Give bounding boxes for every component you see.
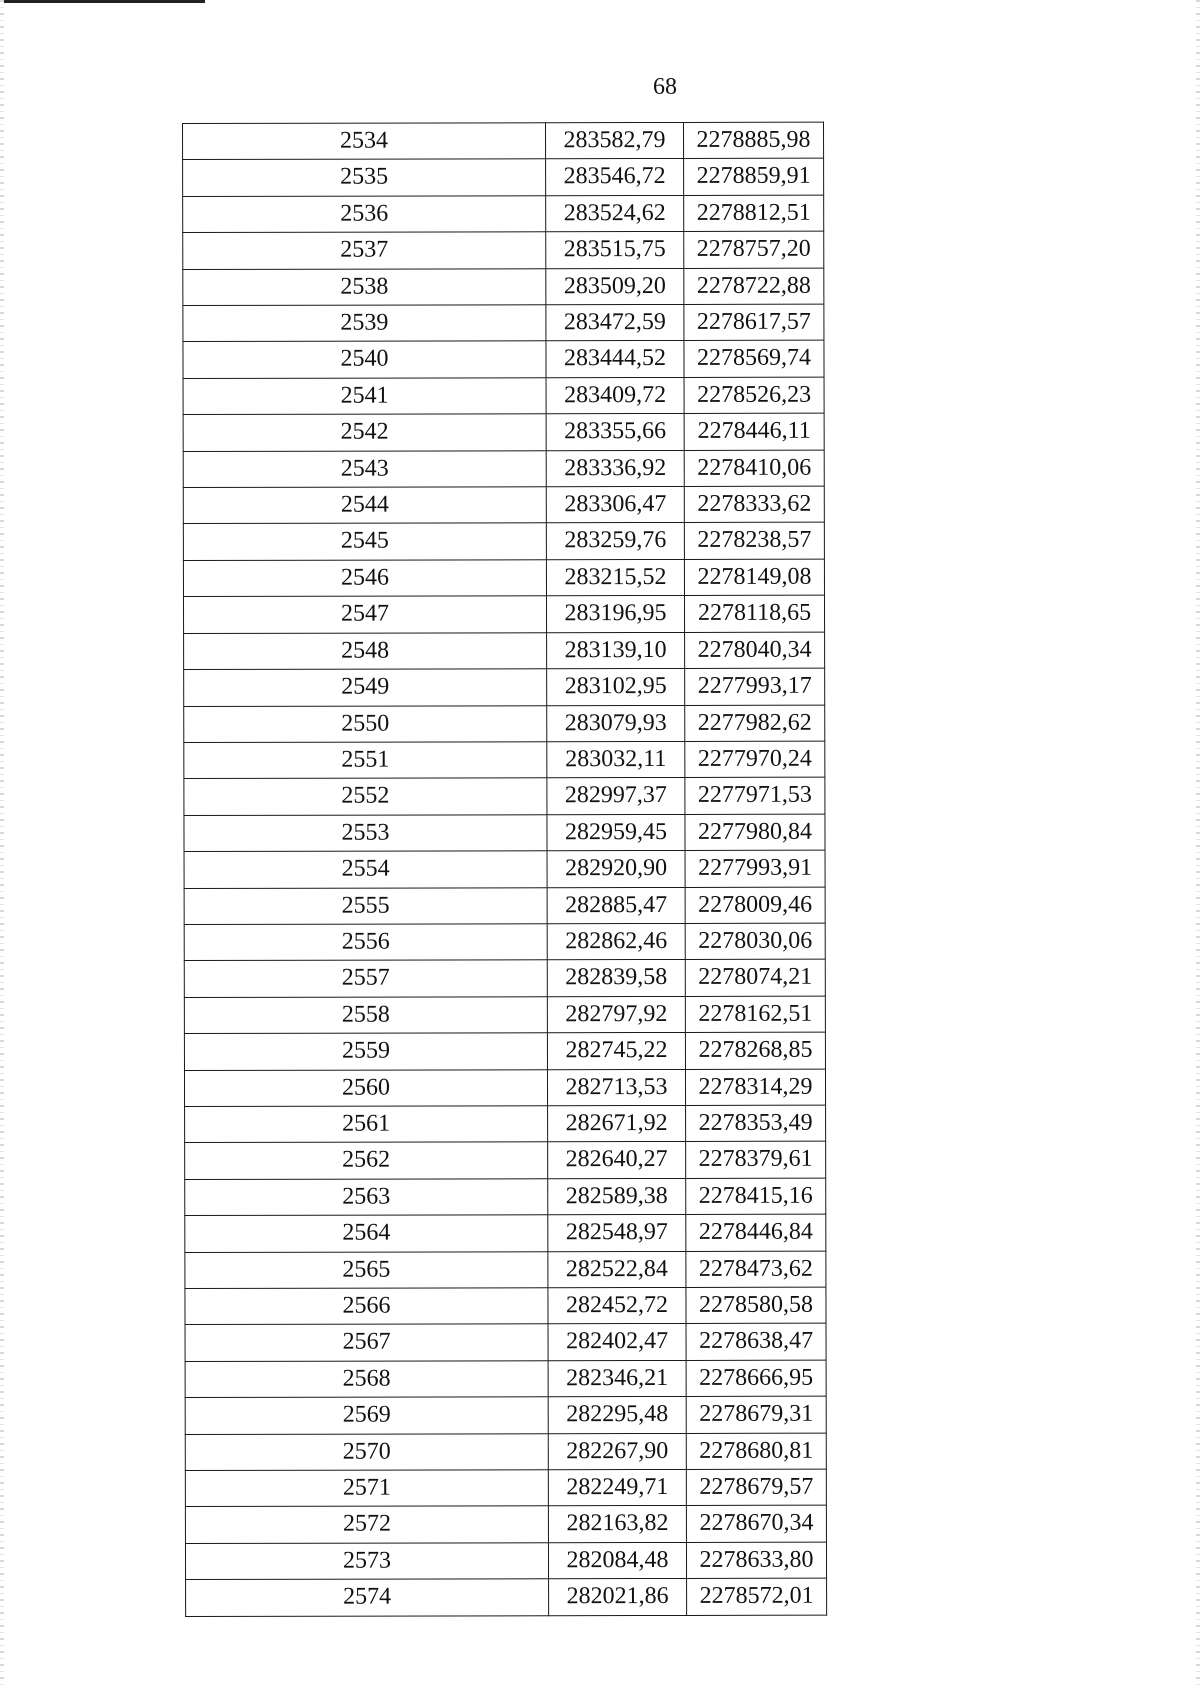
x-coordinate-cell: 282839,58 xyxy=(547,960,685,997)
table-row xyxy=(184,668,825,706)
y-coordinate-cell: 2278238,57 xyxy=(684,523,824,560)
y-coordinate-cell: 2278670,34 xyxy=(686,1506,826,1543)
y-coordinate-cell: 2278680,81 xyxy=(686,1433,826,1470)
y-coordinate-cell: 2278473,62 xyxy=(686,1251,826,1288)
point-number-cell: 2573 xyxy=(185,1543,548,1580)
x-coordinate-cell: 283259,76 xyxy=(546,523,684,560)
point-number-cell: 2534 xyxy=(183,123,546,160)
x-coordinate-cell: 282797,92 xyxy=(547,996,685,1033)
y-coordinate-cell: 2278885,98 xyxy=(683,122,823,159)
x-coordinate-cell: 282589,38 xyxy=(548,1178,686,1215)
y-coordinate-cell: 2278074,21 xyxy=(685,959,825,996)
x-coordinate-cell: 283032,11 xyxy=(547,741,685,778)
table-row xyxy=(184,923,825,961)
table-row xyxy=(183,559,824,597)
y-coordinate-cell: 2278812,51 xyxy=(684,195,824,232)
point-number-cell: 2538 xyxy=(183,268,546,305)
x-coordinate-cell: 282295,48 xyxy=(548,1397,686,1434)
x-coordinate-cell: 282671,92 xyxy=(548,1105,686,1142)
point-number-cell: 2563 xyxy=(185,1179,548,1216)
scan-border-left xyxy=(0,0,4,1686)
table-row xyxy=(185,1178,826,1216)
y-coordinate-cell: 2277993,17 xyxy=(685,668,825,705)
x-coordinate-cell: 282522,84 xyxy=(548,1251,686,1288)
x-coordinate-cell: 282084,48 xyxy=(548,1542,686,1579)
y-coordinate-cell: 2278569,74 xyxy=(684,341,824,378)
y-coordinate-cell: 2278410,06 xyxy=(684,450,824,487)
point-number-cell: 2570 xyxy=(185,1433,548,1470)
point-number-cell: 2558 xyxy=(184,996,547,1033)
y-coordinate-cell: 2278722,88 xyxy=(684,268,824,305)
point-number-cell: 2536 xyxy=(183,196,546,233)
table-row xyxy=(184,1069,825,1107)
point-number-cell: 2548 xyxy=(184,632,547,669)
x-coordinate-cell: 282267,90 xyxy=(548,1433,686,1470)
table-row xyxy=(184,850,825,888)
table-row xyxy=(184,814,825,852)
point-number-cell: 2562 xyxy=(185,1142,548,1179)
point-number-cell: 2551 xyxy=(184,742,547,779)
table-row xyxy=(183,231,824,269)
point-number-cell: 2559 xyxy=(184,1033,547,1070)
x-coordinate-cell: 282163,82 xyxy=(548,1506,686,1543)
point-number-cell: 2556 xyxy=(184,924,547,961)
point-number-cell: 2540 xyxy=(183,341,546,378)
table-row xyxy=(183,523,824,561)
point-number-cell: 2535 xyxy=(183,159,546,196)
table-row xyxy=(183,413,824,451)
point-number-cell: 2571 xyxy=(185,1470,548,1507)
y-coordinate-cell: 2278633,80 xyxy=(686,1542,826,1579)
point-number-cell: 2557 xyxy=(184,960,547,997)
table-row xyxy=(183,122,824,160)
y-coordinate-cell: 2278333,62 xyxy=(684,486,824,523)
y-coordinate-cell: 2278679,31 xyxy=(686,1396,826,1433)
table-row xyxy=(185,1287,826,1325)
x-coordinate-cell: 282548,97 xyxy=(548,1215,686,1252)
point-number-cell: 2561 xyxy=(185,1106,548,1143)
table-row xyxy=(184,996,825,1034)
scan-border-right xyxy=(1196,0,1200,1686)
x-coordinate-cell: 283409,72 xyxy=(546,377,684,414)
table-row xyxy=(183,450,824,488)
table-row xyxy=(185,1433,826,1471)
point-number-cell: 2554 xyxy=(184,851,547,888)
point-number-cell: 2545 xyxy=(183,523,546,560)
table-row xyxy=(186,1578,827,1616)
point-number-cell: 2555 xyxy=(184,887,547,924)
point-number-cell: 2546 xyxy=(183,560,546,597)
table-row xyxy=(183,341,824,379)
y-coordinate-cell: 2278118,65 xyxy=(684,595,824,632)
point-number-cell: 2550 xyxy=(184,705,547,742)
x-coordinate-cell: 282452,72 xyxy=(548,1287,686,1324)
point-number-cell: 2565 xyxy=(185,1251,548,1288)
point-number-cell: 2542 xyxy=(183,414,546,451)
point-number-cell: 2553 xyxy=(184,814,547,851)
x-coordinate-cell: 282959,45 xyxy=(547,814,685,851)
table-row xyxy=(185,1105,826,1143)
x-coordinate-cell: 283472,59 xyxy=(546,304,684,341)
table-row xyxy=(185,1324,826,1362)
coordinates-table xyxy=(182,122,827,1617)
point-number-cell: 2574 xyxy=(186,1579,549,1616)
y-coordinate-cell: 2278009,46 xyxy=(685,887,825,924)
table-row xyxy=(184,1032,825,1070)
y-coordinate-cell: 2278314,29 xyxy=(685,1069,825,1106)
point-number-cell: 2537 xyxy=(183,232,546,269)
x-coordinate-cell: 283215,52 xyxy=(546,559,684,596)
point-number-cell: 2541 xyxy=(183,378,546,415)
x-coordinate-cell: 282249,71 xyxy=(548,1469,686,1506)
y-coordinate-cell: 2277971,53 xyxy=(685,777,825,814)
table-row xyxy=(185,1251,826,1289)
table-row xyxy=(183,377,824,415)
x-coordinate-cell: 283515,75 xyxy=(546,232,684,269)
x-coordinate-cell: 282021,86 xyxy=(549,1579,687,1616)
point-number-cell: 2547 xyxy=(183,596,546,633)
x-coordinate-cell: 283444,52 xyxy=(546,341,684,378)
x-coordinate-cell: 283079,93 xyxy=(547,705,685,742)
x-coordinate-cell: 283509,20 xyxy=(546,268,684,305)
x-coordinate-cell: 283102,95 xyxy=(547,669,685,706)
y-coordinate-cell: 2278040,34 xyxy=(685,632,825,669)
x-coordinate-cell: 282402,47 xyxy=(548,1324,686,1361)
point-number-cell: 2552 xyxy=(184,778,547,815)
x-coordinate-cell: 283546,72 xyxy=(546,159,684,196)
y-coordinate-cell: 2278162,51 xyxy=(685,996,825,1033)
table-row xyxy=(185,1142,826,1180)
x-coordinate-cell: 283306,47 xyxy=(546,487,684,524)
table-row xyxy=(185,1506,826,1544)
point-number-cell: 2543 xyxy=(183,450,546,487)
coordinates-table-body xyxy=(183,122,827,1616)
y-coordinate-cell: 2278580,58 xyxy=(686,1287,826,1324)
point-number-cell: 2544 xyxy=(183,487,546,524)
y-coordinate-cell: 2278617,57 xyxy=(684,304,824,341)
x-coordinate-cell: 282745,22 xyxy=(547,1033,685,1070)
x-coordinate-cell: 282920,90 xyxy=(547,851,685,888)
y-coordinate-cell: 2277982,62 xyxy=(685,705,825,742)
y-coordinate-cell: 2278859,91 xyxy=(684,159,824,196)
x-coordinate-cell: 283336,92 xyxy=(546,450,684,487)
point-number-cell: 2572 xyxy=(185,1506,548,1543)
table-row xyxy=(183,159,824,197)
table-row xyxy=(184,741,825,779)
y-coordinate-cell: 2278526,23 xyxy=(684,377,824,414)
point-number-cell: 2566 xyxy=(185,1288,548,1325)
y-coordinate-cell: 2278666,95 xyxy=(686,1360,826,1397)
y-coordinate-cell: 2277993,91 xyxy=(685,850,825,887)
y-coordinate-cell: 2278268,85 xyxy=(685,1032,825,1069)
table-row xyxy=(184,705,825,743)
table-row xyxy=(185,1214,826,1252)
point-number-cell: 2569 xyxy=(185,1397,548,1434)
table-row xyxy=(184,959,825,997)
table-row xyxy=(185,1360,826,1398)
scan-edge-mark xyxy=(0,0,205,3)
point-number-cell: 2549 xyxy=(184,669,547,706)
point-number-cell: 2560 xyxy=(184,1069,547,1106)
point-number-cell: 2539 xyxy=(183,305,546,342)
table-row xyxy=(185,1469,826,1507)
table-row xyxy=(184,777,825,815)
table-row xyxy=(183,486,824,524)
table-row xyxy=(183,595,824,633)
table-row xyxy=(184,632,825,670)
x-coordinate-cell: 282997,37 xyxy=(547,778,685,815)
table-row xyxy=(185,1542,826,1580)
table-row xyxy=(183,195,824,233)
table-row xyxy=(185,1396,826,1434)
x-coordinate-cell: 283582,79 xyxy=(546,122,684,159)
x-coordinate-cell: 283524,62 xyxy=(546,195,684,232)
y-coordinate-cell: 2278572,01 xyxy=(687,1578,827,1615)
y-coordinate-cell: 2278679,57 xyxy=(686,1469,826,1506)
x-coordinate-cell: 283139,10 xyxy=(547,632,685,669)
x-coordinate-cell: 283196,95 xyxy=(546,596,684,633)
x-coordinate-cell: 282862,46 xyxy=(547,923,685,960)
y-coordinate-cell: 2278757,20 xyxy=(684,231,824,268)
x-coordinate-cell: 282885,47 xyxy=(547,887,685,924)
page-number: 68 xyxy=(653,74,677,100)
y-coordinate-cell: 2278415,16 xyxy=(686,1178,826,1215)
x-coordinate-cell: 282346,21 xyxy=(548,1360,686,1397)
point-number-cell: 2567 xyxy=(185,1324,548,1361)
y-coordinate-cell: 2277980,84 xyxy=(685,814,825,851)
table-row xyxy=(183,268,824,306)
y-coordinate-cell: 2277970,24 xyxy=(685,741,825,778)
y-coordinate-cell: 2278379,61 xyxy=(686,1142,826,1179)
point-number-cell: 2564 xyxy=(185,1215,548,1252)
y-coordinate-cell: 2278353,49 xyxy=(686,1105,826,1142)
y-coordinate-cell: 2278149,08 xyxy=(684,559,824,596)
y-coordinate-cell: 2278638,47 xyxy=(686,1324,826,1361)
y-coordinate-cell: 2278446,84 xyxy=(686,1214,826,1251)
x-coordinate-cell: 282640,27 xyxy=(548,1142,686,1179)
x-coordinate-cell: 282713,53 xyxy=(547,1069,685,1106)
x-coordinate-cell: 283355,66 xyxy=(546,414,684,451)
table-row xyxy=(184,887,825,925)
y-coordinate-cell: 2278446,11 xyxy=(684,413,824,450)
y-coordinate-cell: 2278030,06 xyxy=(685,923,825,960)
point-number-cell: 2568 xyxy=(185,1361,548,1398)
table-row xyxy=(183,304,824,342)
